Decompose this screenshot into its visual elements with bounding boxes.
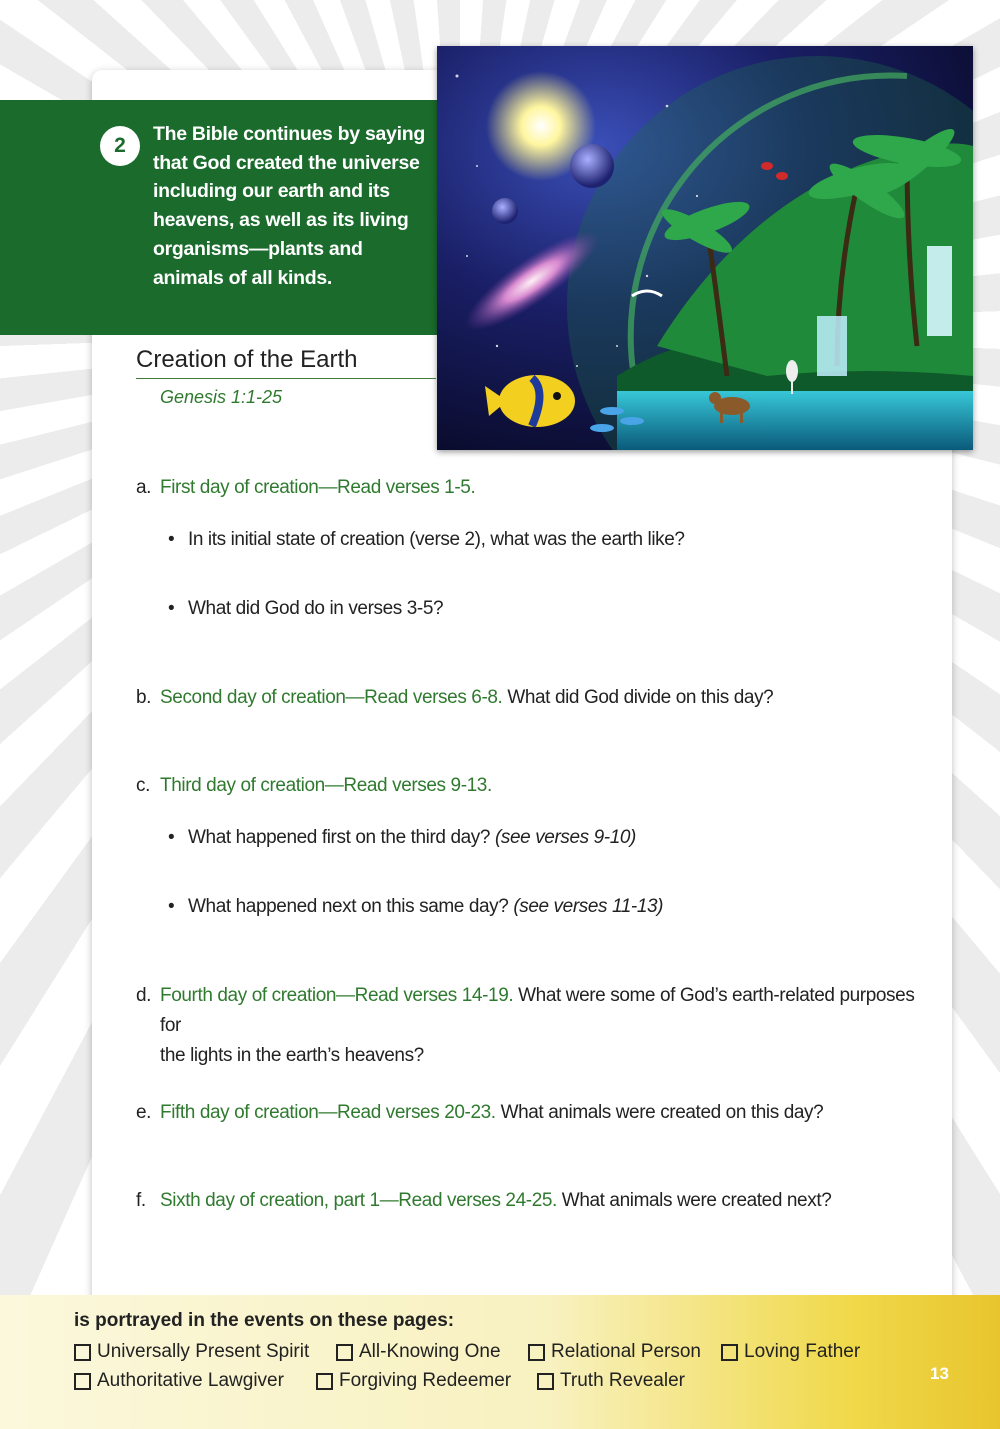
question-c [136, 771, 492, 801]
checkbox-icon[interactable] [537, 1373, 554, 1390]
bullet-note: (see verses 11-13) [513, 896, 664, 917]
scripture-reference: Genesis 1:1-25 [160, 387, 283, 407]
question-heading: Third day of creation—Read verses 9-13. [160, 775, 492, 796]
section-number-badge: 2 [100, 126, 140, 166]
question-heading: Second day of creation—Read verses 6-8. [160, 687, 503, 708]
footer-heading: is portrayed in the events on these pages: [74, 1310, 455, 1331]
page-number: 13 [930, 1364, 949, 1383]
question-letter: e. [136, 1102, 152, 1123]
checkbox-icon[interactable] [74, 1344, 91, 1361]
question-heading: First day of creation—Read verses 1-5. [160, 477, 476, 498]
question-letter: c. [136, 775, 150, 796]
intro-text: The Bible continues by saying that God created the universe including our earth and its heavens, as well as its living organisms—plants and animals of all kinds. [153, 123, 425, 289]
attribute-checkbox[interactable] [74, 1370, 284, 1392]
checkbox-icon[interactable] [316, 1373, 333, 1390]
creation-illustration [437, 46, 973, 450]
attribute-checkbox[interactable] [528, 1341, 701, 1363]
question-letter: b. [136, 687, 152, 708]
bullet-text: In its initial state of creation (verse 2), what was the earth like? [188, 529, 685, 550]
question-letter: a. [136, 477, 152, 498]
bullet-text: What happened next on this same day? [188, 896, 514, 917]
attribute-label: All-Knowing One [359, 1341, 501, 1362]
bullet-note: (see verses 9-10) [494, 827, 636, 848]
bullet-item: • What did God do in verses 3-5? [168, 598, 444, 619]
question-e [136, 1098, 824, 1128]
question-d [136, 981, 940, 1071]
question-text-line2: the lights in the earth’s heavens? [160, 1045, 424, 1066]
attribute-label: Truth Revealer [560, 1370, 685, 1391]
bullet-item: • What happened first on the third day? (see verses 9-10) [168, 827, 636, 848]
question-f [136, 1186, 832, 1216]
attribute-checkbox[interactable] [316, 1370, 511, 1392]
question-b [136, 683, 774, 713]
attribute-label: Authoritative Lawgiver [97, 1370, 284, 1391]
bullet-item: • In its initial state of creation (verse 2), what was the earth like? [168, 529, 685, 550]
question-text: What were some of God’s earth-related purposes for [160, 985, 915, 1036]
question-text: What animals were created next? [556, 1190, 832, 1211]
bullet-item: • What happened next on this same day? (see verses 11-13) [168, 896, 664, 917]
question-a [136, 473, 476, 503]
checkbox-icon[interactable] [528, 1344, 545, 1361]
question-heading: Fourth day of creation—Read verses 14-19. [160, 985, 514, 1006]
question-heading: Fifth day of creation—Read verses 20-23. [160, 1102, 496, 1123]
attribute-checkbox[interactable] [336, 1341, 501, 1363]
attribute-label: Forgiving Redeemer [339, 1370, 512, 1391]
attribute-checkbox[interactable] [721, 1341, 860, 1363]
checkbox-icon[interactable] [336, 1344, 353, 1361]
question-text: What animals were created on this day? [495, 1102, 824, 1123]
attribute-label: Loving Father [744, 1341, 861, 1362]
checkbox-icon[interactable] [721, 1344, 738, 1361]
attribute-checkbox[interactable] [74, 1341, 309, 1363]
checkbox-icon[interactable] [74, 1373, 91, 1390]
question-heading: Sixth day of creation, part 1—Read verses 24-25. [160, 1190, 557, 1211]
attribute-label: Relational Person [551, 1341, 701, 1362]
question-letter: f. [136, 1190, 146, 1211]
attribute-checkbox[interactable] [537, 1370, 685, 1392]
section-title: Creation of the Earth [136, 346, 436, 379]
bullet-text: What happened first on the third day? [188, 827, 495, 848]
attribute-label: Universally Present Spirit [97, 1341, 310, 1362]
question-text: What did God divide on this day? [502, 687, 774, 708]
question-letter: d. [136, 985, 152, 1006]
bullet-text: What did God do in verses 3-5? [188, 598, 444, 619]
